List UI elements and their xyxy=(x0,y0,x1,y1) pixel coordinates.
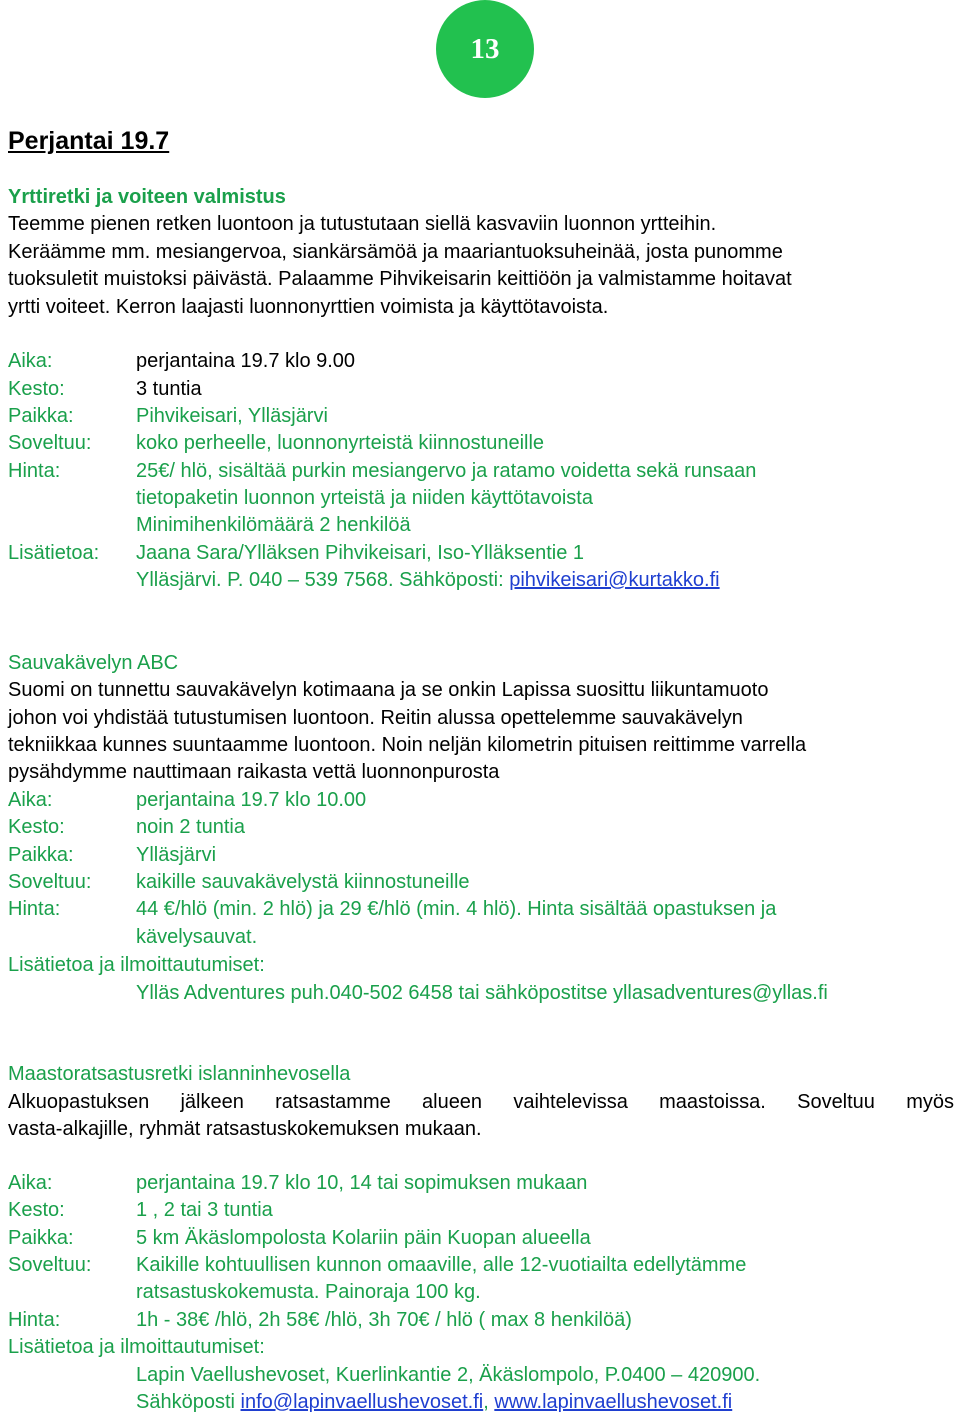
detail-label: Aika: xyxy=(8,1172,53,1194)
detail-value: perjantaina 19.7 klo 9.00 xyxy=(136,350,356,372)
detail-paikka xyxy=(8,1225,954,1252)
section-desc-line: Suomi on tunnettu sauvakävelyn kotimaana ja se onkin Lapissa suosittu liikuntamuoto xyxy=(8,679,769,701)
detail-kesto xyxy=(8,1197,954,1224)
email-link[interactable]: pihvikeisari@kurtakko.fi xyxy=(509,569,720,591)
email-label: Sähköposti xyxy=(136,1391,235,1413)
detail-label: Paikka: xyxy=(8,405,74,427)
detail-value: Kaikille kohtuullisen kunnon omaaville, alle 12-vuotiailta edellytämme xyxy=(136,1254,747,1276)
section-desc-line: vasta-alkajille, ryhmät ratsastuskokemuksen mukaan. xyxy=(8,1118,482,1140)
detail-value: Ylläsjärvi xyxy=(136,844,217,866)
detail-soveltuu xyxy=(8,430,954,457)
detail-label: Paikka: xyxy=(8,1227,74,1249)
detail-label: Kesto: xyxy=(8,378,65,400)
detail-value: kävelysauvat. xyxy=(136,926,258,948)
detail-value: Minimihenkilömäärä 2 henkilöä xyxy=(136,514,411,536)
contact-phone: Ylläsjärvi. P. 040 – 539 7568. xyxy=(136,569,394,591)
section-title-sauvakavely: Sauvakävelyn ABC xyxy=(8,652,179,674)
detail-paikka xyxy=(8,403,954,430)
separator: , xyxy=(483,1391,489,1413)
detail-value: perjantaina 19.7 klo 10.00 xyxy=(136,789,367,811)
date-title: Perjantai 19.7 xyxy=(8,127,170,155)
section-desc-line: pysähdymme nauttimaan raikasta vettä luonnonpurosta xyxy=(8,761,500,783)
detail-label: Hinta: xyxy=(8,1309,61,1331)
detail-lisatietoa-cont xyxy=(8,567,954,594)
section-desc-line: johon voi yhdistää tutustumisen luontoon. Reitin alussa opettelemme sauvakävelyn xyxy=(8,707,743,729)
detail-value: perjantaina 19.7 klo 10, 14 tai sopimuksen mukaan xyxy=(136,1172,588,1194)
detail-hinta-cont xyxy=(8,512,954,539)
detail-lisatietoa-value xyxy=(8,980,954,1007)
section-desc-line: tekniikkaa kunnes suuntaamme luontoon. Noin neljän kilometrin pituisen reittimme varrella xyxy=(8,734,807,756)
email-label: Sähköposti: xyxy=(399,569,504,591)
detail-label: Kesto: xyxy=(8,816,65,838)
detail-label: Soveltuu: xyxy=(8,432,92,454)
detail-label-lisatietoa: Lisätietoa ja ilmoittautumiset: xyxy=(8,954,265,976)
detail-hinta-cont xyxy=(8,485,954,512)
detail-value: noin 2 tuntia xyxy=(136,816,245,838)
section-desc-line: Keräämme mm. mesiangervoa, siankärsämöä ja maariantuoksuheinää, josta punomme xyxy=(8,241,783,263)
detail-label: Aika: xyxy=(8,350,53,372)
section-desc-line: tuoksuletit muistoksi päivästä. Palaamme Pihvikeisarin keittiöön ja valmistamme hoitavat xyxy=(8,268,792,290)
email-link[interactable]: info@lapinvaellushevoset.fi xyxy=(240,1391,484,1413)
detail-value: 3 tuntia xyxy=(136,378,202,400)
detail-label: Soveltuu: xyxy=(8,871,92,893)
section-desc-line: Alkuopastuksen jälkeen ratsastamme alueen vaihtelevissa maastoissa. Soveltuu myös xyxy=(8,1091,954,1113)
detail-value: 25€/ hlö, sisältää purkin mesiangervo ja ratamo voidetta sekä runsaan xyxy=(136,460,757,482)
detail-value: Pihvikeisari, Ylläsjärvi xyxy=(136,405,328,427)
section-desc-line: Teemme pienen retken luontoon ja tutustutaan siellä kasvaviin luonnon yrtteihin. xyxy=(8,213,717,235)
detail-value: Ylläs Adventures puh.040-502 6458 tai sähköpostitse yllasadventures@yllas.fi xyxy=(136,982,828,1004)
detail-aika xyxy=(8,1170,954,1197)
detail-label: Paikka: xyxy=(8,844,74,866)
detail-label: Soveltuu: xyxy=(8,1254,92,1276)
page-number-badge: 13 xyxy=(436,0,534,98)
detail-value: 1 , 2 tai 3 tuntia xyxy=(136,1199,273,1221)
website-link[interactable]: www.lapinvaellushevoset.fi xyxy=(494,1391,733,1413)
detail-value: Lapin Vaellushevoset, Kuerlinkantie 2, Äkäslompolo, P.0400 – 420900. xyxy=(136,1364,761,1386)
detail-kesto xyxy=(8,814,954,841)
detail-soveltuu xyxy=(8,1252,954,1279)
detail-label: Hinta: xyxy=(8,898,61,920)
detail-value: 5 km Äkäslompolosta Kolariin päin Kuopan alueella xyxy=(136,1227,591,1249)
detail-value: 1h - 38€ /hlö, 2h 58€ /hlö, 3h 70€ / hlö ( max 8 henkilöä) xyxy=(136,1309,632,1331)
detail-label-lisatietoa: Lisätietoa ja ilmoittautumiset: xyxy=(8,1336,265,1358)
detail-value: 44 €/hlö (min. 2 hlö) ja 29 €/hlö (min. 4 hlö). Hinta sisältää opastuksen ja xyxy=(136,898,777,920)
section-desc-line: yrtti voiteet. Kerron laajasti luonnonyrttien voimista ja käyttötavoista. xyxy=(8,296,609,318)
detail-value: ratsastuskokemusta. Painoraja 100 kg. xyxy=(136,1281,481,1303)
section-title-yrttiretki: Yrttiretki ja voiteen valmistus xyxy=(8,186,286,208)
detail-label: Aika: xyxy=(8,789,53,811)
detail-lisatietoa-contact xyxy=(8,1389,954,1416)
detail-lisatietoa xyxy=(8,540,954,567)
detail-aika xyxy=(8,348,954,375)
detail-value: kaikille sauvakävelystä kiinnostuneille xyxy=(136,871,470,893)
detail-kesto xyxy=(8,376,954,403)
detail-label: Kesto: xyxy=(8,1199,65,1221)
detail-soveltuu xyxy=(8,869,954,896)
detail-hinta-cont xyxy=(8,924,954,951)
detail-value: koko perheelle, luonnonyrteistä kiinnostuneille xyxy=(136,432,545,454)
detail-label: Hinta: xyxy=(8,460,61,482)
detail-aika xyxy=(8,787,954,814)
detail-value xyxy=(136,1389,732,1416)
section-title-maastoratsastus: Maastoratsastusretki islanninhevosella xyxy=(8,1063,351,1085)
detail-hinta xyxy=(8,896,954,923)
detail-soveltuu-cont xyxy=(8,1279,954,1306)
detail-label: Lisätietoa: xyxy=(8,542,100,564)
detail-paikka xyxy=(8,842,954,869)
detail-hinta xyxy=(8,1307,954,1334)
detail-lisatietoa-value xyxy=(8,1362,954,1389)
detail-hinta xyxy=(8,458,954,485)
detail-value xyxy=(136,567,720,594)
detail-value: Jaana Sara/Ylläksen Pihvikeisari, Iso-Ylläksentie 1 xyxy=(136,542,584,564)
detail-value: tietopaketin luonnon yrteistä ja niiden käyttötavoista xyxy=(136,487,593,509)
